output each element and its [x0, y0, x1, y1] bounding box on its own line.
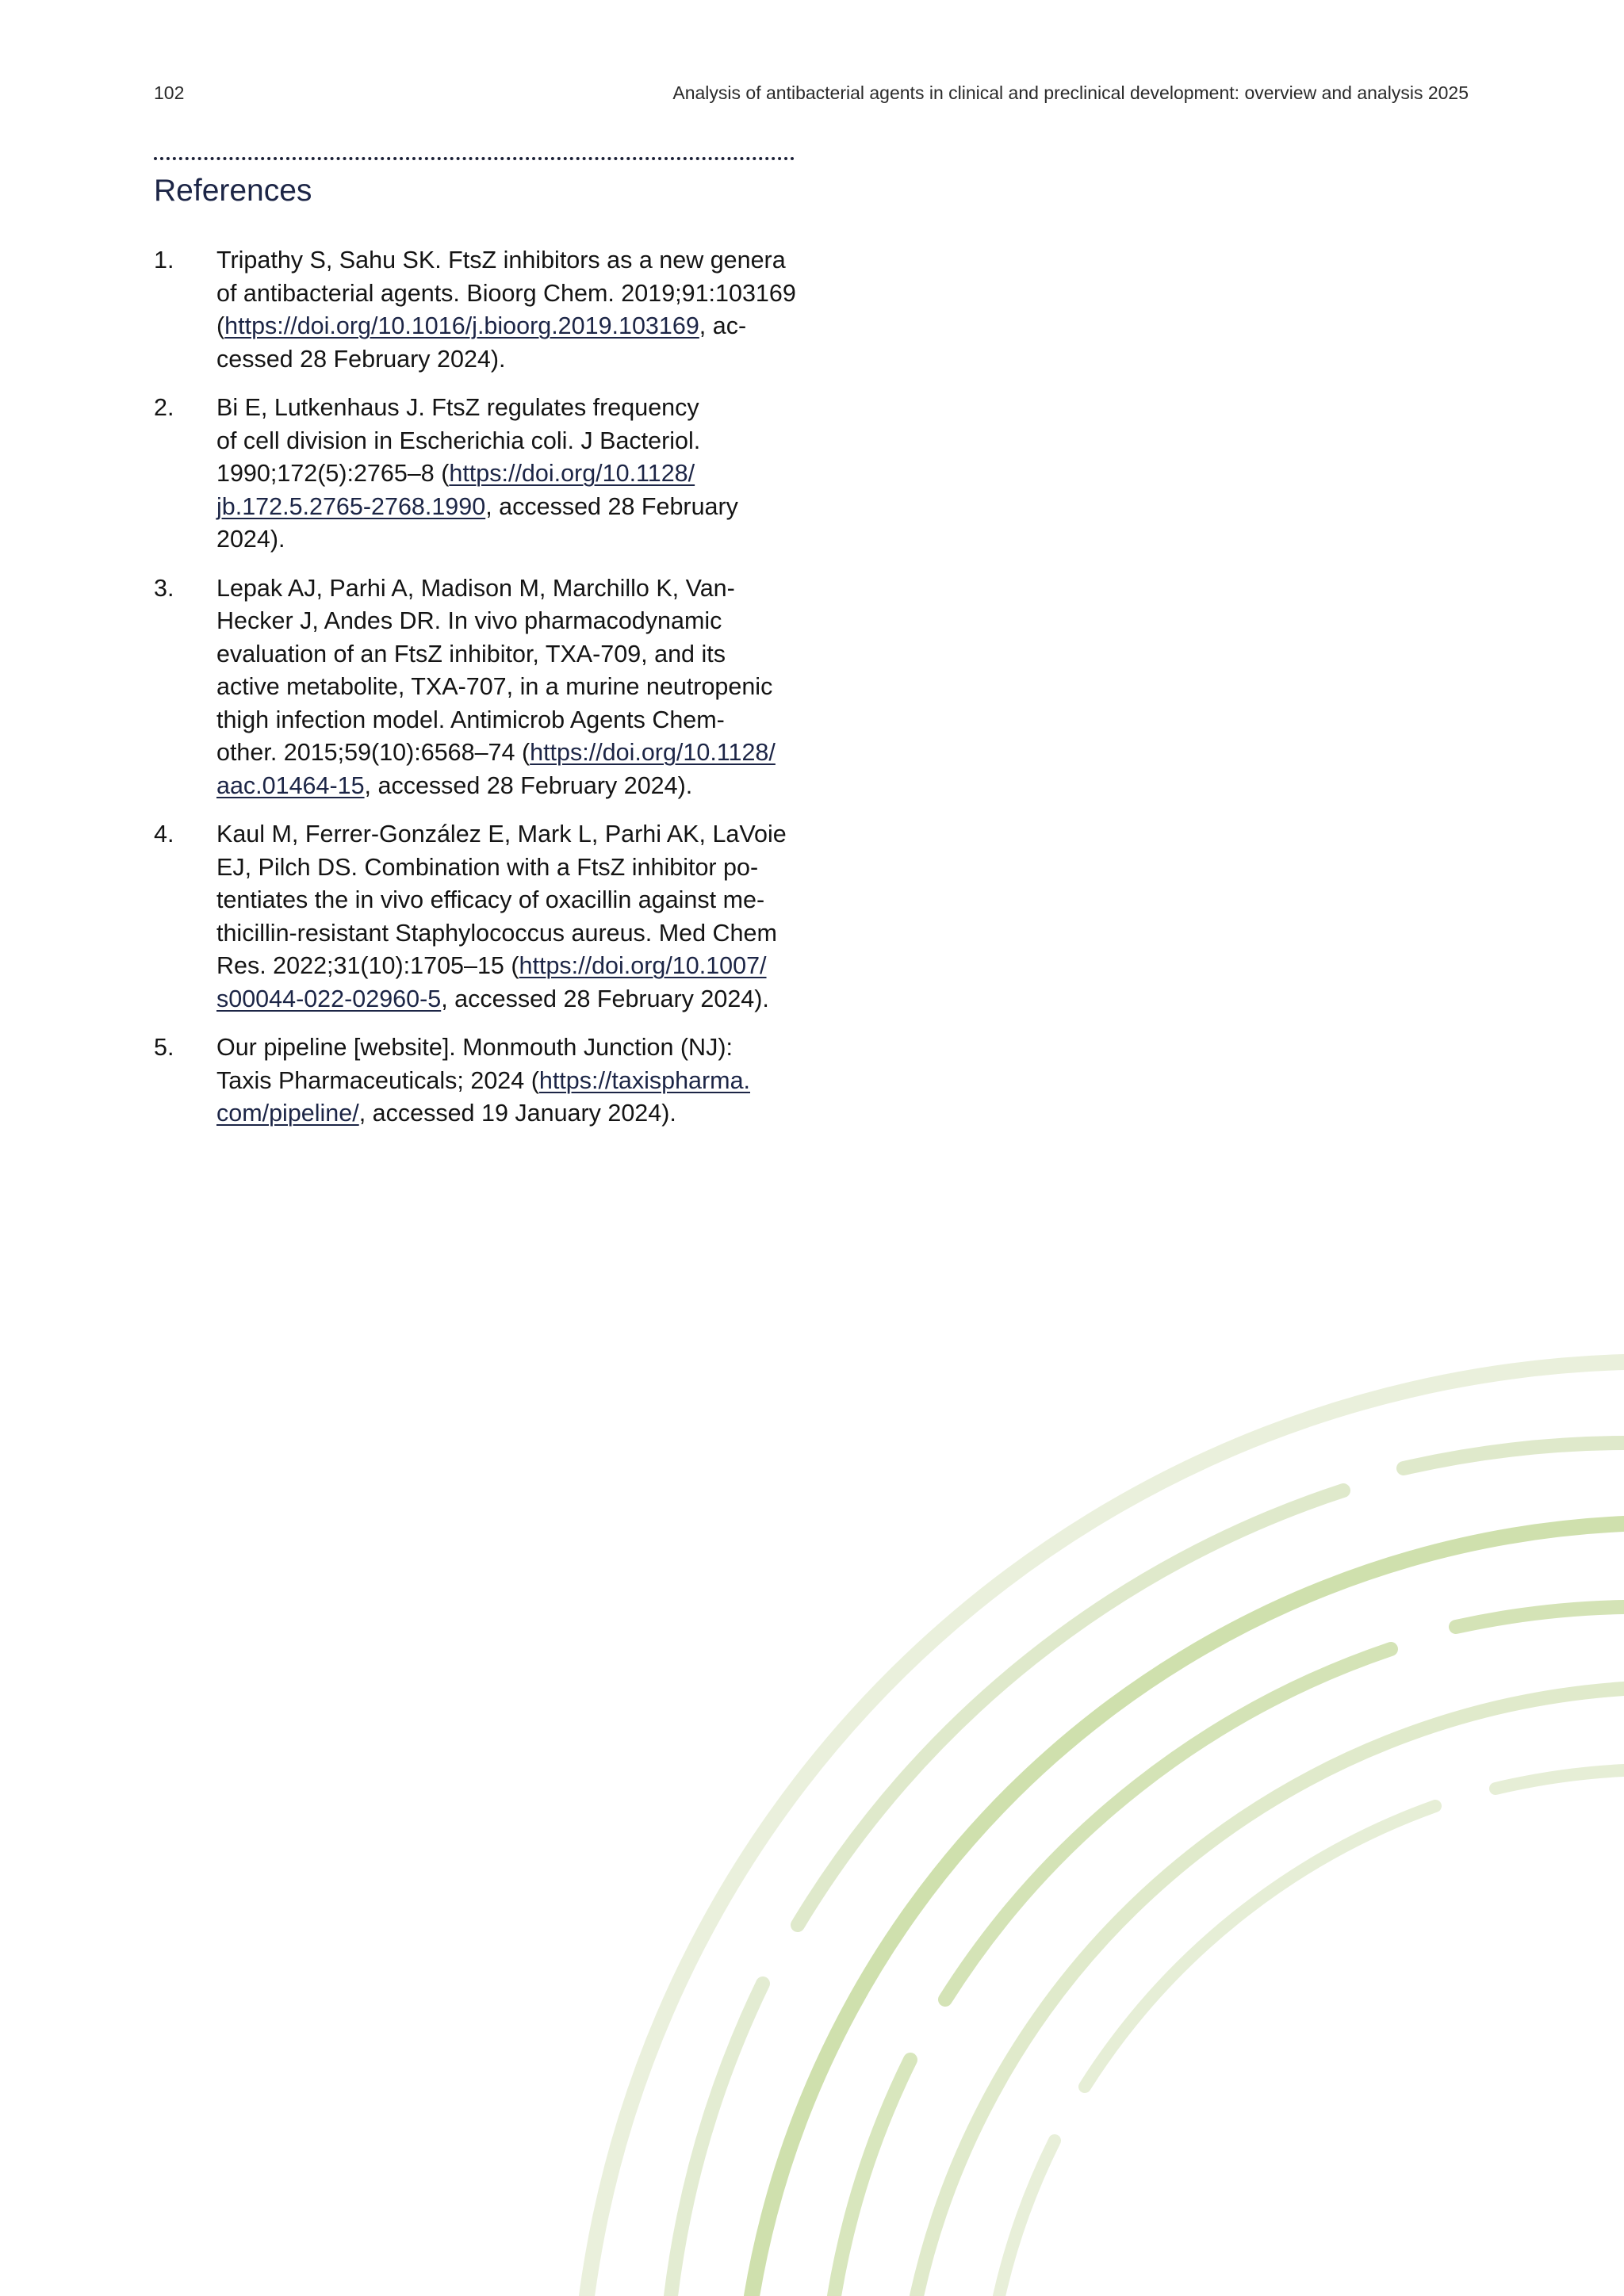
- page-number: 102: [154, 82, 185, 103]
- reference-line: [216, 818, 798, 851]
- reference-number: 4.: [154, 821, 174, 848]
- arc-4: [671, 1984, 763, 2296]
- section-divider: [154, 157, 795, 160]
- reference-text-segment: evaluation of an FtsZ inhibitor, TXA-709, and its: [216, 640, 726, 668]
- reference-text-segment: Kaul M, Ferrer-González E, Mark L, Parhi AK, LaVoie: [216, 821, 787, 848]
- reference-text-segment: 1990;172(5):2765–8 (: [216, 460, 450, 487]
- reference-text: [216, 392, 798, 557]
- reference-link[interactable]: aac.01464-15: [216, 771, 365, 799]
- reference-text: [216, 818, 798, 1016]
- reference-line: [216, 638, 798, 672]
- reference-text-segment: , accessed 28 February 2024).: [441, 985, 769, 1012]
- running-header: Analysis of antibacterial agents in clinical and preclinical development: overview and analysis 2025: [672, 82, 1469, 103]
- reference-text-segment: cessed 28 February 2024).: [216, 345, 506, 373]
- reference-link[interactable]: https://doi.org/10.1016/j.bioorg.2019.103169: [224, 312, 699, 339]
- reference-text-segment: Tripathy S, Sahu SK. FtsZ inhibitors as a new genera: [216, 247, 786, 274]
- reference-line: [216, 983, 798, 1016]
- reference-line: [216, 457, 798, 491]
- reference-line: [216, 425, 798, 458]
- arc-7: [945, 1649, 1391, 1999]
- reference-text-segment: tentiates the in vivo efficacy of oxacillin against me-: [216, 886, 765, 913]
- arc-9: [917, 1689, 1624, 2296]
- reference-line: [216, 523, 798, 557]
- reference-line: [216, 343, 798, 377]
- reference-line: [216, 1031, 798, 1065]
- reference-text-segment: Res. 2022;31(10):1705–15 (: [216, 952, 519, 979]
- reference-text-segment: Our pipeline [website]. Monmouth Junction (NJ):: [216, 1034, 733, 1061]
- reference-line: [216, 277, 798, 311]
- reference-line: [216, 244, 798, 277]
- reference-number: 2.: [154, 394, 174, 421]
- reference-text-segment: (: [216, 312, 225, 339]
- reference-item: [154, 244, 798, 376]
- arc-8: [834, 2060, 910, 2296]
- section-title: References: [154, 174, 312, 208]
- reference-line: [216, 884, 798, 917]
- reference-line: [216, 310, 798, 343]
- reference-text: [216, 244, 798, 376]
- reference-line: [216, 770, 798, 803]
- reference-text-segment: Lepak AJ, Parhi A, Madison M, Marchillo K, Van-: [216, 574, 735, 602]
- reference-item: [154, 1031, 798, 1131]
- reference-text: [216, 1031, 798, 1131]
- reference-text-segment: of antibacterial agents. Bioorg Chem. 2019;91:103169: [216, 279, 796, 307]
- reference-item: [154, 392, 798, 557]
- arc-6: [1456, 1607, 1624, 1627]
- reference-link[interactable]: jb.172.5.2765-2768.1990: [216, 492, 486, 520]
- reference-line: [216, 950, 798, 983]
- reference-item: [154, 572, 798, 803]
- reference-text-segment: Hecker J, Andes DR. In vivo pharmacodynamic: [216, 607, 722, 634]
- reference-number: 3.: [154, 574, 174, 602]
- reference-list: [154, 244, 798, 1146]
- reference-link[interactable]: com/pipeline/: [216, 1100, 359, 1127]
- reference-text-segment: other. 2015;59(10):6568–74 (: [216, 739, 530, 766]
- reference-line: [216, 491, 798, 524]
- reference-number: 5.: [154, 1034, 174, 1061]
- reference-text-segment: , ac-: [699, 312, 747, 339]
- reference-text-segment: Taxis Pharmaceuticals; 2024 (: [216, 1066, 539, 1094]
- reference-text-segment: of cell division in Escherichia coli. J Bacteriol.: [216, 427, 701, 454]
- reference-line: [216, 1097, 798, 1131]
- reference-text-segment: active metabolite, TXA-707, in a murine neutropenic: [216, 673, 773, 700]
- reference-text-segment: thicillin-resistant Staphylococcus aureus. Med Chem: [216, 919, 777, 947]
- reference-link[interactable]: https://doi.org/10.1128/: [530, 739, 776, 766]
- reference-text-segment: , accessed 28 February: [485, 492, 738, 520]
- arc-10: [1496, 1770, 1624, 1789]
- reference-line: [216, 737, 798, 770]
- reference-line: [216, 1065, 798, 1098]
- reference-text: [216, 572, 798, 803]
- arc-12: [999, 2141, 1055, 2296]
- reference-link[interactable]: https://doi.org/10.1128/: [449, 460, 695, 487]
- reference-text-segment: EJ, Pilch DS. Combination with a FtsZ inhibitor po-: [216, 853, 759, 881]
- arc-3: [798, 1490, 1343, 1925]
- reference-line: [216, 605, 798, 638]
- arc-2: [1404, 1443, 1624, 1468]
- reference-line: [216, 917, 798, 951]
- arc-5: [752, 1524, 1624, 2296]
- reference-line: [216, 851, 798, 885]
- reference-line: [216, 392, 798, 425]
- reference-link[interactable]: https://taxispharma.: [538, 1066, 751, 1094]
- reference-line: [216, 572, 798, 606]
- reference-text-segment: thigh infection model. Antimicrob Agents Chem-: [216, 706, 725, 733]
- reference-item: [154, 818, 798, 1016]
- reference-text-segment: , accessed 19 January 2024).: [358, 1100, 676, 1127]
- reference-line: [216, 671, 798, 704]
- reference-text-segment: 2024).: [216, 526, 285, 553]
- reference-line: [216, 704, 798, 737]
- reference-link[interactable]: s00044-022-02960-5: [216, 985, 442, 1012]
- reference-number: 1.: [154, 247, 174, 274]
- arc-11: [1085, 1806, 1435, 2087]
- reference-text-segment: Bi E, Lutkenhaus J. FtsZ regulates frequency: [216, 394, 699, 421]
- reference-link[interactable]: https://doi.org/10.1007/: [519, 952, 767, 979]
- reference-text-segment: , accessed 28 February 2024).: [364, 771, 693, 799]
- arc-1: [587, 1362, 1624, 2296]
